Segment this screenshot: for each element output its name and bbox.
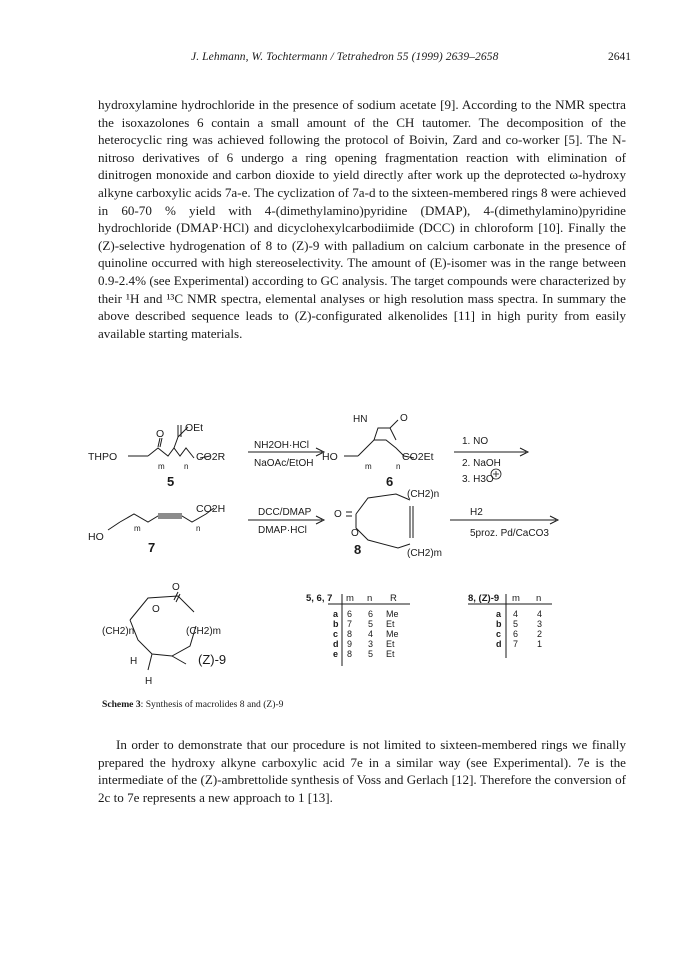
table-row-cell: Me <box>386 609 399 619</box>
reagent-step4-top: H2 <box>470 507 483 518</box>
label-z9-o-ring: O <box>152 604 160 615</box>
compound-6-isoxazolone <box>374 428 396 440</box>
label-8-o-carbonyl: O <box>334 509 342 520</box>
label-thpo: THPO <box>88 451 118 463</box>
paragraph-1: hydroxylamine hydrochloride in the presence of sodium acetate [9]. According to the NMR spectra the isoxazolones 6 contain a small amount of the CH tautomer. The decomposition of the heterocyclic ring was achieved following the protocol of Boivin, Zard and co-worker [5]. The N-nitroso derivatives of 6 undergo a ring opening fragmentation reaction with elimination of dinitrogen monoxide and carbon dioxide to yield directly after work up the deprotected ω-hydroxy alkyne carboxylic acids 7a-e. The cyclization of 7a-d to the sixteen-membered rings 8 were achieved in 60-70 % yield with 4-(dimethylamino)pyridine (DMAP), 4-(dimethylamino)pyridine hydrochloride (DMAP·HCl) and dicyclohexylcarbodiimide (DCC) in chloroform [10]. Finally the (Z)-selective hydrogenation of 8 to (Z)-9 with palladium on calcium carbonate in the presence of quinoline occurred with high stereoselectivity. The amount of (E)-isomer was in the range between 0.9-2.4% (see Experimental) according to GC analysis. The target compounds were characterized by their ¹H and ¹³C NMR spectra, elemental analyses or high resolution mass spectra. In summary the above described sequence leads to (Z)-configurated alkenolides [11] in high purity from easily available starting materials. <box>98 97 627 341</box>
label-z9-h2: H <box>145 676 153 687</box>
compound-8-carbonyl <box>346 512 352 516</box>
label-z9-h1: H <box>130 656 138 667</box>
compound-8-lower-chain <box>356 514 410 548</box>
reagent-step2-3: 3. H3O <box>462 474 494 485</box>
table-row-cell: b <box>333 619 339 629</box>
scheme-caption <box>102 699 283 710</box>
compound-z9-alkene-h <box>148 654 186 670</box>
table-row-cell: Me <box>386 629 399 639</box>
label-z9-ch2n: (CH2)n <box>102 626 135 637</box>
reagent-step1-top: NH2OH·HCl <box>254 440 309 451</box>
label-z9-o-carbonyl: O <box>172 582 180 593</box>
table-1-header-n: n <box>367 593 373 604</box>
table-row-cell: c <box>333 629 339 639</box>
caption-text: : Synthesis of macrolides 8 and (Z)-9 <box>140 699 284 710</box>
table-row-cell: 8 <box>347 629 353 639</box>
table-row-cell: 2 <box>537 629 543 639</box>
label-o-ketone: O <box>156 428 165 440</box>
label-5-m: m <box>158 462 165 471</box>
compound-z9-label: (Z)-9 <box>198 652 227 667</box>
table-row-cell: 9 <box>347 639 353 649</box>
compound-8-label: 8 <box>354 542 362 557</box>
table-1-header-r: R <box>390 593 397 604</box>
label-8-ch2m: (CH2)m <box>407 548 442 559</box>
label-co2r: CO2R <box>196 451 226 463</box>
label-hn: HN <box>353 414 368 425</box>
label-8-o-ring: O <box>351 528 359 539</box>
table-row-cell: Et <box>386 649 395 659</box>
label-7-m: m <box>134 524 141 533</box>
reagent-step3-top: DCC/DMAP <box>258 507 312 518</box>
label-8-ch2n: (CH2)n <box>407 489 440 500</box>
label-co2et: CO2Et <box>402 451 434 463</box>
compound-5-chain <box>148 448 194 458</box>
reagent-step2-2: 2. NaOH <box>462 458 501 469</box>
label-7-ho: HO <box>88 531 104 543</box>
label-6-n: n <box>396 462 401 471</box>
table-row-cell: 4 <box>368 629 374 639</box>
compound-7-label: 7 <box>148 540 156 555</box>
label-oet: OEt <box>185 422 204 434</box>
label-z9-ch2m: (CH2)m <box>186 626 221 637</box>
table-row-cell: 4 <box>513 609 519 619</box>
table-row-cell: d <box>333 639 339 649</box>
table-row-cell: d <box>496 639 502 649</box>
table-row-cell: 4 <box>537 609 543 619</box>
table-2-body <box>496 609 542 649</box>
compound-8-alkyne <box>410 506 413 538</box>
reagent-step1-bottom: NaOAc/EtOH <box>254 458 314 469</box>
table-1 <box>306 593 397 604</box>
table-row-cell: a <box>333 609 339 619</box>
compound-6-label: 6 <box>386 474 394 489</box>
page-number: 2641 <box>608 51 631 63</box>
table-2-header-n: n <box>536 593 542 604</box>
table-row-cell: 7 <box>513 639 519 649</box>
table-row-cell: e <box>333 649 339 659</box>
table-row-cell: 1 <box>537 639 543 649</box>
table-row-cell: 3 <box>537 619 543 629</box>
table-row-cell: 3 <box>368 639 374 649</box>
reagent-step3-bottom: DMAP·HCl <box>258 525 307 536</box>
compound-5-label: 5 <box>167 474 175 489</box>
plus-sign-icon <box>493 471 499 477</box>
table-row-cell: 5 <box>368 619 374 629</box>
table-row-cell: b <box>496 619 502 629</box>
table-2 <box>468 593 541 604</box>
compound-6-carbonyl <box>390 420 398 428</box>
table-row-cell: Et <box>386 619 395 629</box>
table-row-cell: c <box>496 629 502 639</box>
table-2-header-label: 8, (Z)-9 <box>468 593 500 604</box>
table-1-body <box>333 609 399 659</box>
label-5-n: n <box>184 462 189 471</box>
table-2-header-m: m <box>512 593 520 604</box>
table-1-header-m: m <box>346 593 354 604</box>
paragraph-2: In order to demonstrate that our procedure is not limited to sixteen-membered rings we finally prepared the hydroxy alkyne carboxylic acid 7e in a similar way (see Experimental). 7e is the intermediate of the (Z)-ambrettolide synthesis of Voss and Gerlach [12]. Therefore the conversion of 2c to 7e represents a new approach to 1 [13]. <box>98 737 626 805</box>
label-co2h: CO2H <box>196 503 226 515</box>
compound-7-ho-bond <box>108 522 120 530</box>
table-row-cell: 8 <box>347 649 353 659</box>
running-head: J. Lehmann, W. Tochtermann / Tetrahedron 55 (1999) 2639–2658 <box>191 51 499 63</box>
label-6-ho: HO <box>322 451 338 463</box>
table-row-cell: 7 <box>347 619 353 629</box>
label-7-n: n <box>196 524 201 533</box>
table-row-cell: 6 <box>368 609 374 619</box>
table-row-cell: a <box>496 609 502 619</box>
reagent-step4-bottom: 5proz. Pd/CaCO3 <box>470 528 549 539</box>
table-1-header-label: 5, 6, 7 <box>306 593 333 604</box>
caption-label: Scheme 3 <box>102 699 141 710</box>
table-row-cell: 5 <box>513 619 519 629</box>
label-6-o: O <box>400 413 408 424</box>
label-6-m: m <box>365 462 372 471</box>
table-row-cell: Et <box>386 639 395 649</box>
table-row-cell: 5 <box>368 649 374 659</box>
table-row-cell: 6 <box>513 629 519 639</box>
compound-z9-upper-chain <box>130 596 194 620</box>
compound-8-upper-chain <box>356 494 410 514</box>
table-row-cell: 6 <box>347 609 353 619</box>
reagent-step2-1: 1. NO <box>462 436 489 447</box>
